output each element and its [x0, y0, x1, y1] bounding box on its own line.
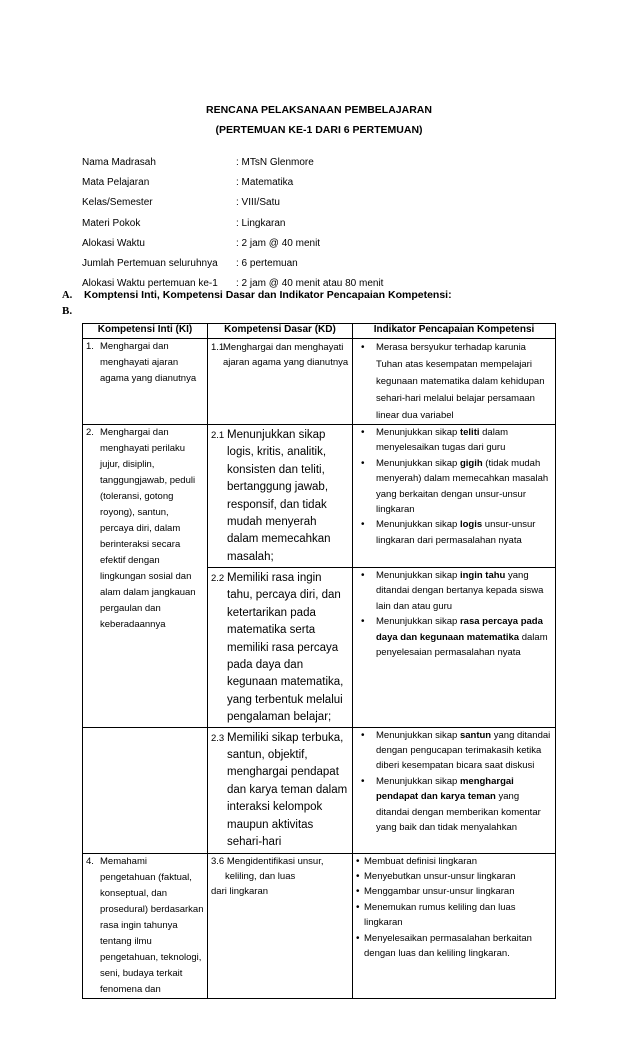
section-b-marker: B.	[62, 305, 73, 317]
info-row	[82, 172, 383, 192]
info-row	[82, 233, 383, 253]
info-value: : MTsN Glenmore	[236, 156, 314, 168]
info-label: Jumlah Pertemuan seluruhnya	[82, 258, 218, 270]
table-row	[83, 425, 556, 568]
ki-item	[86, 854, 204, 998]
info-row	[82, 193, 383, 213]
ki-cell	[83, 853, 208, 998]
indicator-cell	[353, 727, 556, 853]
indicator-item: • Menunjukkan sikap menghargai pendapat dan karya teman yang ditandai dengan memberikan komentar yang baik dan tidak menyalahkan	[356, 774, 552, 836]
table-row	[83, 853, 556, 998]
section-a-text: Komptensi Inti, Kompetensi Dasar dan Indikator Pencapaian Kompetensi:	[84, 289, 452, 301]
info-value: : 6 pertemuan	[236, 258, 298, 270]
kd-cell	[208, 425, 353, 568]
info-label: Nama Madrasah	[82, 156, 156, 168]
indicator-cell	[353, 853, 556, 998]
kd-item	[211, 340, 349, 370]
indicator-item: • Menyebutkan unsur-unsur lingkaran	[356, 869, 552, 884]
kd-item	[211, 730, 349, 852]
indicator-list	[356, 854, 552, 962]
kd-cell	[208, 568, 353, 728]
indicator-item: • Menyelesaikan permasalahan berkaitan dengan luas dan keliling lingkaran.	[356, 931, 552, 962]
kd-line: 3.6 Mengidentifikasi unsur,	[211, 855, 324, 867]
section-a-heading	[62, 289, 452, 301]
kd-cell	[208, 853, 353, 998]
kd-text: Memiliki sikap terbuka, santun, objektif, menghargai pendapat dan karya teman dalam interaksi kelompok maupun aktivitas sehari-hari	[227, 731, 348, 849]
indicator-item	[356, 339, 552, 424]
ki-item	[86, 339, 204, 387]
info-value: : 2 jam @ 40 menit atau 80 menit	[236, 278, 384, 290]
ki-cell	[83, 339, 208, 425]
indicator-item: • Menggambar unsur-unsur lingkaran	[356, 884, 552, 899]
info-value: : 2 jam @ 40 menit	[236, 237, 321, 249]
section-a-marker: A.	[62, 290, 73, 301]
ki-number: 1.	[86, 341, 94, 352]
indicator-list	[356, 425, 552, 548]
kd-number: 1.1	[211, 342, 225, 353]
info-label: Alokasi Waktu pertemuan ke-1	[82, 278, 218, 290]
indicator-list	[356, 568, 552, 660]
info-label: Kelas/Semester	[82, 197, 153, 209]
kd-text: Menghargai dan menghayati ajaran agama yang dianutnya	[223, 342, 349, 368]
indicator-list	[356, 339, 552, 424]
kd-cell	[208, 727, 353, 853]
kd-number: 2.3	[211, 732, 225, 744]
indicator-item: • Menunjukkan sikap santun yang ditandai dengan pengucapan terimakasih ketika diberi kesempatan bicara saat diskusi	[356, 728, 552, 774]
kd-line: dari lingkaran	[211, 885, 269, 897]
info-row	[82, 253, 383, 273]
competency-table	[82, 323, 556, 999]
page-title: RENCANA PELAKSANAAN PEMBELAJARAN	[206, 104, 432, 116]
kd-number: 2.1	[211, 430, 225, 441]
ki-number: 2.	[86, 427, 94, 438]
indicator-cell	[353, 339, 556, 425]
kd-item	[211, 854, 349, 899]
indicator-item: • Membuat definisi lingkaran	[356, 854, 552, 869]
ki-text: Memahami pengetahuan (faktual, konseptual, dan prosedural) berdasarkan rasa ingin tahunya tentang ilmu pengetahuan, teknologi, seni, budaya terkait fenomena dan	[100, 855, 204, 995]
indicator-cell	[353, 425, 556, 568]
table-header-row	[83, 324, 556, 339]
indicator-item: • Menemukan rumus keliling dan luas lingkaran	[356, 900, 552, 931]
ki-item	[86, 425, 204, 633]
ki-cell-empty	[83, 727, 208, 853]
header-indicator: Indikator Pencapaian Kompetensi	[353, 324, 556, 339]
info-label: Mata Pelajaran	[82, 176, 150, 188]
kd-text: Menunjukkan sikap logis, kritis, analitik, konsisten dan teliti, bertanggung jawab, responsif, dan tidak mudah menyerah dalam memecahkan masalah;	[227, 429, 331, 563]
ki-text: Menghargai dan menghayati ajaran agama yang dianutnya	[100, 341, 197, 384]
info-label: Alokasi Waktu	[82, 237, 145, 249]
kd-number: 2.2	[211, 573, 225, 584]
ki-number: 4.	[86, 855, 94, 867]
ki-text: Menghargai dan menghayati perilaku jujur, disiplin, tanggungjawab, peduli (toleransi, gotong royong), santun, percaya diri, dalam berinteraksi secara efektif dengan lingkungan sosial dan alam dalam jangkauan pergaulan dan keberadaannya	[100, 427, 196, 630]
indicator-item: • Menunjukkan sikap teliti dalam menyelesaikan tugas dari guru	[356, 425, 552, 456]
kd-text: Memiliki rasa ingin tahu, percaya diri, dan ketertarikan pada matematika serta memiliki rasa percaya pada daya dan kegunaan matematika, yang terbentuk melalui pengalaman belajar;	[227, 572, 344, 724]
info-row	[82, 213, 383, 233]
kd-item	[211, 570, 349, 727]
info-value: : Matematika	[236, 176, 294, 188]
indicator-cell	[353, 568, 556, 728]
kd-cell	[208, 339, 353, 425]
header-kd: Kompetensi Dasar (KD)	[208, 324, 353, 339]
indicator-item: • Menunjukkan sikap ingin tahu yang ditandai dengan bertanya kepada siswa lain dan atau guru	[356, 568, 552, 614]
info-value: : VIII/Satu	[236, 197, 280, 209]
info-label: Materi Pokok	[82, 217, 141, 229]
indicator-text: Merasa bersyukur terhadap karunia Tuhan atas kesempatan mempelajari kegunaan matematika dalam kehidupan sehari-hari melalui belajar persamaan linear dua variabel	[376, 342, 545, 421]
ki-cell	[83, 425, 208, 728]
identity-table	[82, 152, 383, 294]
kd-item	[211, 427, 349, 566]
table-row	[83, 339, 556, 425]
indicator-item: • Menunjukkan sikap gigih (tidak mudah menyerah) dalam memecahkan masalah yang berkaitan dengan unsur-unsur lingkaran	[356, 456, 552, 518]
kd-line: keliling, dan luas	[225, 870, 296, 882]
info-value: : Lingkaran	[236, 217, 286, 229]
header-ki: Kompetensi Inti (KI)	[83, 324, 208, 339]
info-row	[82, 152, 383, 172]
indicator-item: • Menunjukkan sikap rasa percaya pada daya dan kegunaan matematika dalam penyelesaian permasalahan nyata	[356, 614, 552, 660]
page-subtitle: (PERTEMUAN KE-1 DARI 6 PERTEMUAN)	[215, 124, 423, 136]
indicator-item: • Menunjukkan sikap logis unsur-unsur lingkaran dari permasalahan nyata	[356, 517, 552, 548]
indicator-list	[356, 728, 552, 836]
table-row	[83, 727, 556, 853]
